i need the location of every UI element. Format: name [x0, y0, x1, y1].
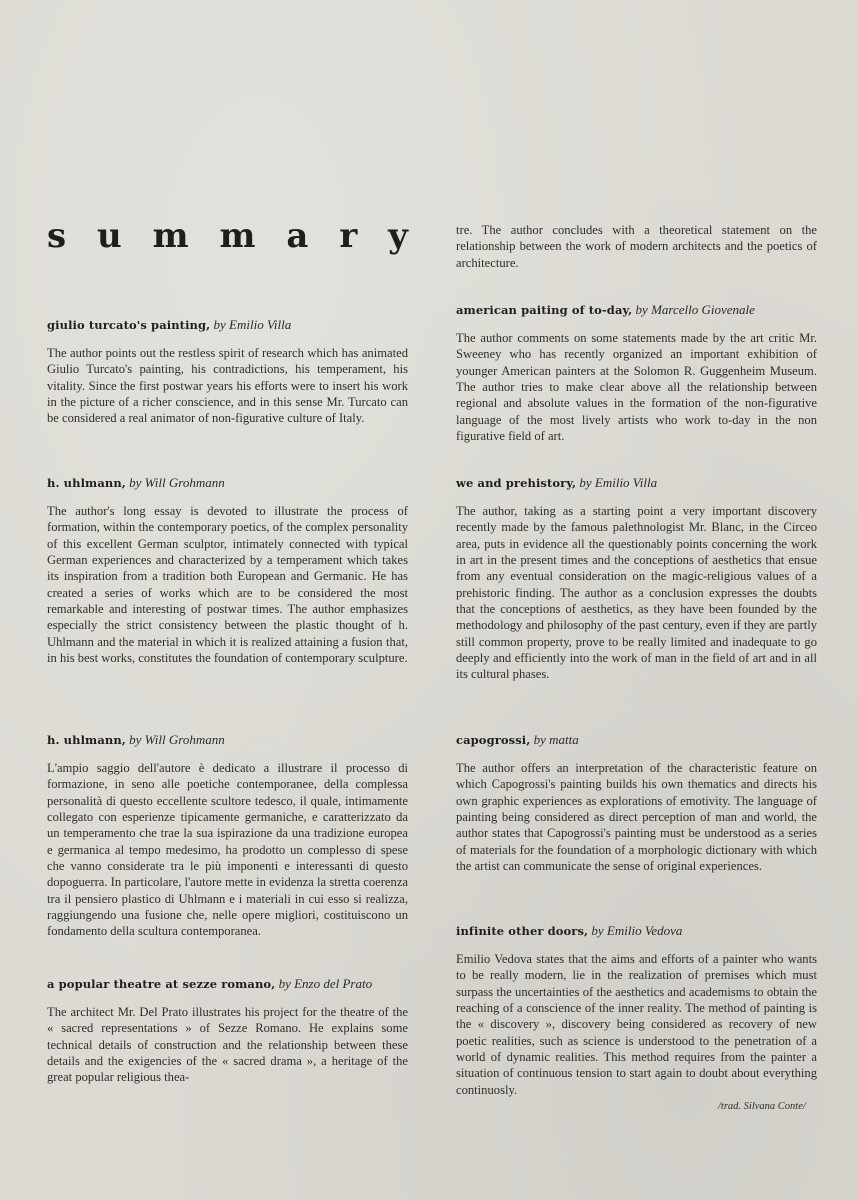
article-text: The author comments on some statements made by the art critic Mr. Sweeney who has recently organized an important exhibition of younger American painters at the Solomon R. Guggenheim Museum. The author tries to make clear above all the relationship between regional and absolute values in the formation of the non-figurative language of the most lively artists who work to-day in the non figurative field of art. — [456, 331, 817, 444]
article-summary-theatre — [47, 975, 408, 1086]
article-heading — [47, 975, 408, 993]
article-title: a popular theatre at sezze romano, — [47, 977, 276, 991]
article-author: by matta — [533, 732, 579, 747]
article-summary-uhlmann-en — [47, 474, 408, 666]
title-letter: u — [97, 216, 122, 256]
article-author: by Enzo del Prato — [278, 976, 373, 991]
article-title: american paiting of to-day, — [456, 303, 633, 317]
article-title: infinite other doors, — [456, 924, 589, 938]
article-summary-prehistory — [456, 474, 817, 683]
article-summary-theatre-continued — [456, 222, 817, 271]
article-author: by Emilio Vedova — [591, 923, 683, 938]
article-text: The author, taking as a starting point a very important discovery recently made by the famous palethnologist Mr. Blanc, in the Circeo area, puts in evidence all the questionably points concerning the work in art in the present times and the conceptions of aesthetics that ensue from any eventual consideration on the magic-religious values of a prehistoric finding. The author as a conclusion expresses the doubts that the conceptions of aesthetics, as they have been founded by the methodology and philosophy of the past century, even if they are partly still common property, prove to be really limited and inadequate to go deeply and efficiently into the work of man in the field of art and in all its cultural phases. — [456, 504, 817, 682]
title-letter: m — [152, 216, 189, 256]
article-title: giulio turcato's painting, — [47, 318, 211, 332]
article-text: The author's long essay is devoted to illustrate the process of formation, within the contemporary poetics, of the complex personality of this excellent German sculptor, intimately connected with typical German experiences and characterized by a temperament which takes its inspiration from a tradition both European and Germanic. He has created a series of works which are to be considered the most remarkable and interesting of postwar times. The author emphasizes especially the strict consistency between the plastic thought of h. Uhlmann and the material in which it is realized attaining a fusion that, in his best works, constitutes the foundation of contemporary sculpture. — [47, 504, 408, 666]
article-title: capogrossi, — [456, 733, 531, 747]
article-title: h. uhlmann, — [47, 476, 126, 490]
article-text: Emilio Vedova states that the aims and efforts of a painter who wants to be really modern, lie in the realization of premises which must surpass the uncertainties of the aesthetics and academisms to obtain the reaching of a conscience of the inner reality. The method of painting is the « discovery », discovery being considered as recovery of new poetic realities, such as science is understood to the penetration of a world of dynamic realities. This method requires from the painter a situation of continuous tension to start again to doubt about everything continuosly. — [456, 952, 817, 1097]
article-text: The author points out the restless spirit of research which has animated Giulio Turcato's painting, his contradictions, his temperament, his vitality. Since the first postwar years his efforts were to insert his work in the picture of a richer conscience, and in this sense Mr. Turcato can be considered a real animator of non-figurative culture of Italy. — [47, 346, 408, 426]
article-title: h. uhlmann, — [47, 733, 126, 747]
article-summary-turcato — [47, 316, 408, 427]
title-letter: m — [219, 216, 256, 256]
article-summary-infinite-doors — [456, 922, 817, 1098]
article-author: by Emilio Villa — [579, 475, 658, 490]
article-text: The author offers an interpretation of the characteristic feature on which Capogrossi's painting builds his own thematics and directs his own graphic experiences as explorations of emotivity. The language of painting being considered as direct perception of man and world, the author states that Capogrossi's painting must be understood as a series of materials for the foundation of a morphologic dictionary with which the artist can communicate the sense of original experiences. — [456, 761, 817, 874]
article-heading — [456, 301, 817, 319]
article-heading — [456, 731, 817, 749]
title-letter: r — [339, 216, 358, 256]
article-author: by Emilio Villa — [213, 317, 292, 332]
article-heading — [47, 474, 408, 492]
article-title: we and prehistory, — [456, 476, 577, 490]
article-heading — [47, 731, 408, 749]
article-author: by Will Grohmann — [129, 732, 225, 747]
title-letter: a — [286, 216, 309, 256]
article-author: by Marcello Giovenale — [635, 302, 755, 317]
article-summary-capogrossi — [456, 731, 817, 874]
article-summary-uhlmann-it — [47, 731, 408, 940]
page-title — [47, 214, 408, 258]
title-letter: s — [47, 216, 67, 256]
article-heading — [456, 922, 817, 940]
article-author: by Will Grohmann — [129, 475, 225, 490]
article-heading — [47, 316, 408, 334]
translator-credit: /trad. Silvana Conte/ — [718, 1101, 806, 1112]
title-letter: y — [388, 216, 408, 256]
article-heading — [456, 474, 817, 492]
article-text: The architect Mr. Del Prato illustrates his project for the theatre of the « sacred representations » of Sezze Romano. He explains some technical details of construction and the relationship between these details and the exigencies of the « sacred drama », a heritage of the great popular religious thea- — [47, 1005, 408, 1085]
article-summary-american-painting — [456, 301, 817, 444]
article-text: tre. The author concludes with a theoretical statement on the relationship between the work of modern architects and the poetics of architecture. — [456, 223, 817, 270]
article-text: L'ampio saggio dell'autore è dedicato a illustrare il processo di formazione, in seno alle poetiche contemporanee, della complessa personalità di questo eccellente scultore tedesco, il quale, intimamente collegato con esperienze tipicamente germaniche, e caratterizzato da un temperamento che trae la sua ispirazione da una tradizione europea e germanica al tempo medesimo, ha prodotto un complesso di spese che vanno considerate tra le più imponenti e interessanti di questo dopoguerra. In particolare, l'autore mette in evidenza la stretta coerenza tra il pensiero plastico di Uhlmann e i materiali in cui esso si realizza, raggiungendo una fusione che, nelle opere migliori, costituiscono un fondamento della scultura contemporanea. — [47, 761, 408, 939]
